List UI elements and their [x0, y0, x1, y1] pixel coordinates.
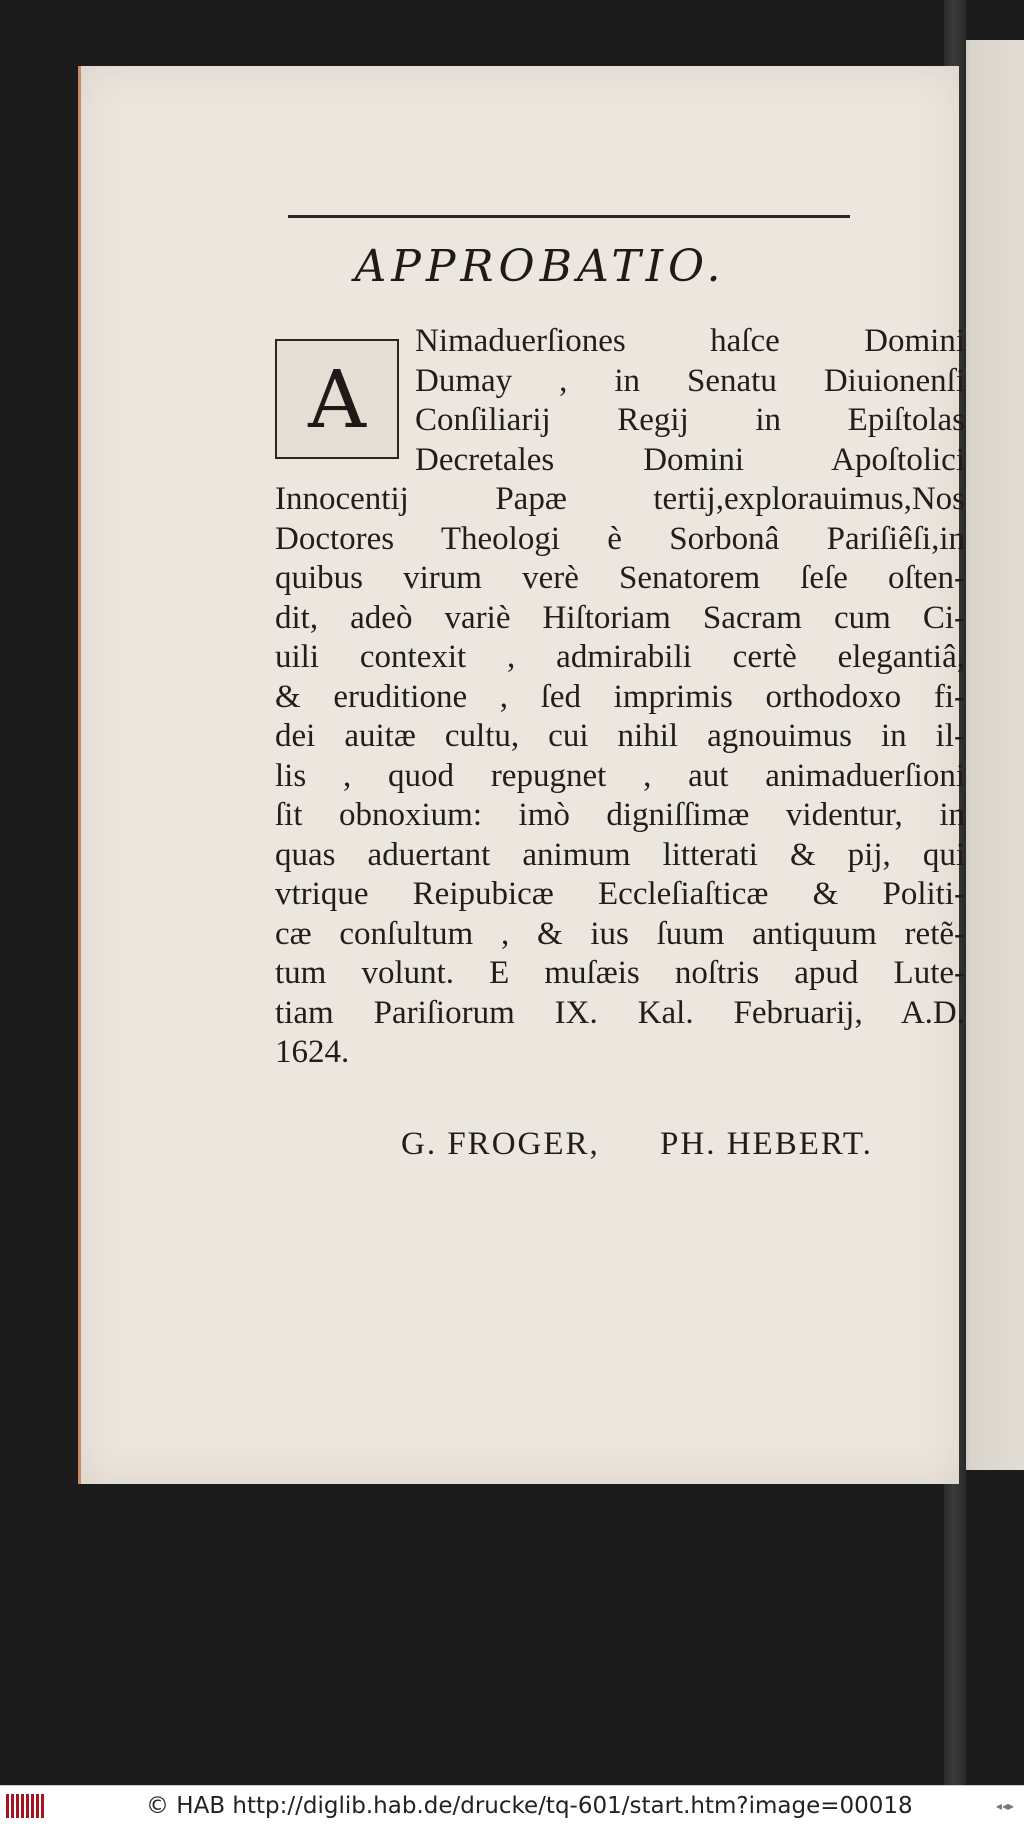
text-line: ſit obnoxium: imò digniſſimæ videntur, in [275, 797, 965, 833]
text-line: lis , quod repugnet , aut animaduerſioni [275, 757, 965, 794]
signatures [401, 1126, 961, 1163]
page-title: APPROBATIO. [354, 241, 726, 292]
text-line: dei auitæ cultu, cui nihil agnouimus in il- [275, 718, 965, 754]
signature-hebert: PH. HEBERT. [660, 1126, 873, 1162]
text-line: Doctores Theologi è Sorbonâ Pariſiêſi,in [275, 520, 965, 557]
initial-letter: A [308, 353, 366, 446]
nav-arrows-icon[interactable]: ◂◂▸ [995, 1799, 1014, 1813]
approbation-text [275, 322, 965, 1073]
text-line: Nimaduerſiones haſce Domini [415, 323, 965, 359]
book-page [78, 66, 965, 1484]
text-line: quibus virum verè Senatorem ſeſe oſten- [275, 560, 965, 596]
text-line: vtrique Reipubicæ Eccleſiaſticæ & Politi- [275, 876, 965, 912]
text-line: 1624. [275, 1034, 350, 1070]
text-line: Innocentij Papæ tertij,explorauimus,Nos [275, 481, 965, 517]
footer-bar [0, 1785, 1024, 1826]
text-line: dit, adeò variè Hiſtoriam Sacram cum Ci- [275, 599, 965, 636]
text-line: Decretales Domini Apoſtolici [415, 441, 965, 478]
text-line: tum volunt. E muſæis noſtris apud Lute- [275, 955, 965, 991]
hab-logo-icon[interactable] [6, 1794, 46, 1818]
text-line: cæ conſultum , & ius ſuum antiquum retẽ- [275, 915, 965, 952]
text-line: tiam Pariſiorum IX. Kal. Februarij, A.D. [275, 994, 965, 1031]
text-line: quas aduertant animum litterati & pij, qui [275, 836, 965, 873]
header-rule [288, 215, 850, 218]
text-line: Conſiliarij Regij in Epiſtolas [415, 402, 965, 438]
text-line: Dumay , in Senatu Diuionenſi [415, 362, 965, 399]
text-line: uili contexit , admirabili certè elegantiâ, [275, 639, 965, 675]
text-line: & eruditione , ſed imprimis orthodoxo fi- [275, 678, 965, 715]
signature-froger: G. FROGER, [401, 1126, 600, 1162]
copyright-link[interactable]: © HAB http://diglib.hab.de/drucke/tq-601/start.htm?image=00018 [146, 1793, 913, 1819]
